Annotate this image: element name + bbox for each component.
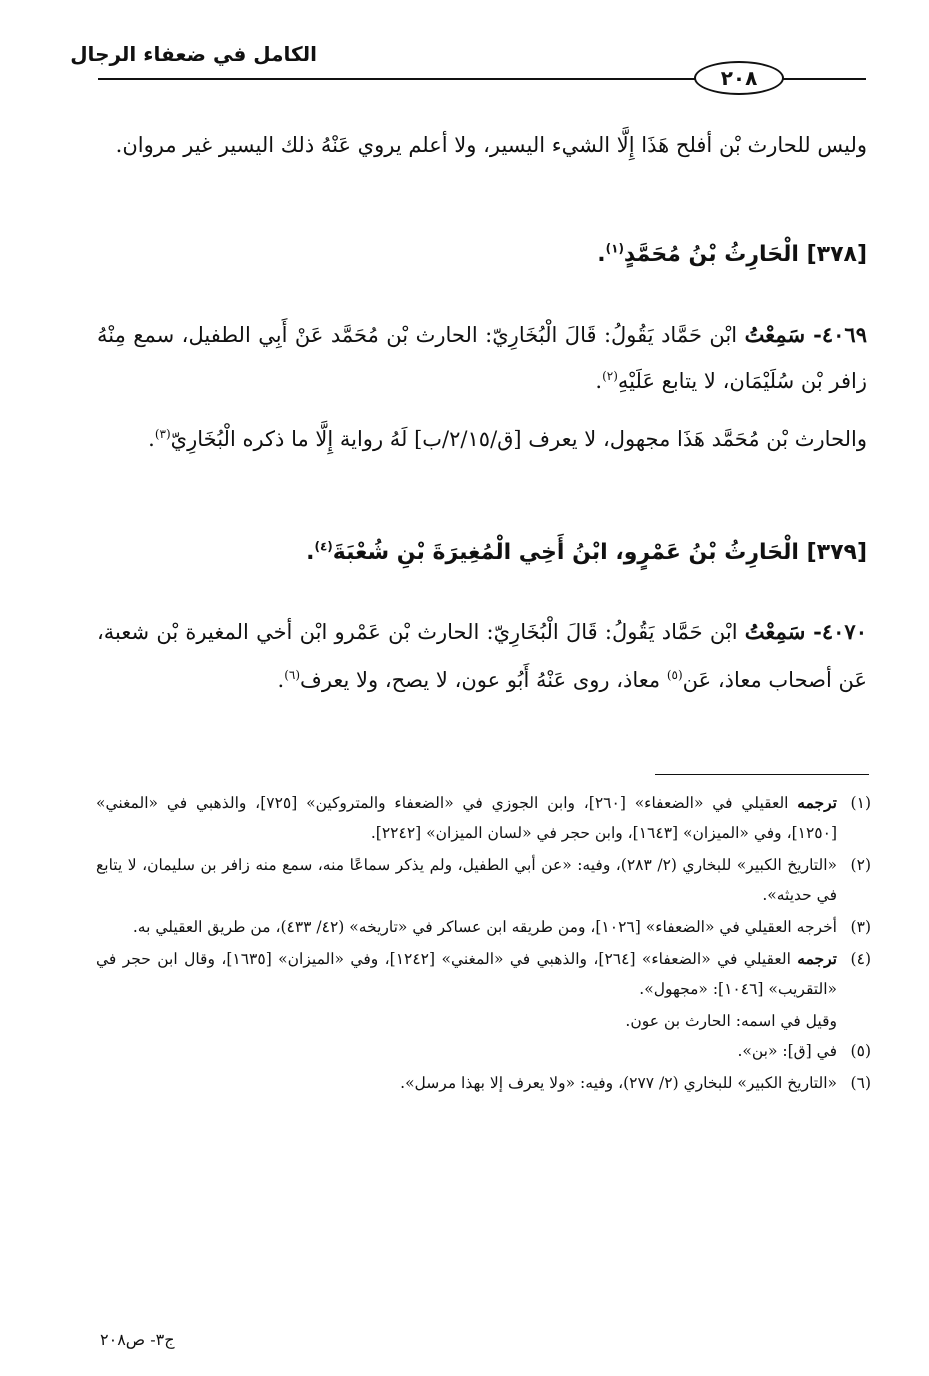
- footnote-mark: (٣): [850, 918, 871, 936]
- narration-number: ٤٠٧٠- سَمِعْتُ: [744, 619, 867, 644]
- footnote-continuation: وقيل في اسمه: الحارث بن عون.: [625, 1012, 837, 1030]
- footnote-body: [96, 1068, 837, 1098]
- footnote-item: [96, 788, 871, 848]
- footnote-ref: (١): [605, 241, 624, 256]
- footnote-ref: (٤): [314, 539, 333, 554]
- entry-heading-text: [٣٧٨] الْحَارِثُ بْنُ مُحَمَّدٍ: [623, 242, 867, 267]
- footnote-lead: ترجمه: [797, 793, 837, 812]
- footnote-mark: (٤): [850, 950, 871, 968]
- punctuation: .: [148, 427, 155, 451]
- narration-number: ٤٠٦٩- سَمِعْتُ: [744, 322, 867, 347]
- footnote-body: [96, 1036, 837, 1066]
- footnote-text: في [ق]: «بن».: [737, 1042, 837, 1060]
- footnote-text: «التاريخ الكبير» للبخاري (٢/ ٢٧٧)، وفيه: «ولا يعرف إلا بهذا مرسل».: [400, 1074, 837, 1092]
- footnote-mark: (٥): [850, 1042, 871, 1060]
- entry-heading-text: [٣٧٩] الْحَارِثُ بْنُ عَمْرٍو، ابْنُ أَخِي الْمُغِيرَةَ بْنِ شُعْبَةَ: [332, 540, 867, 565]
- footnote-body: [96, 944, 837, 1004]
- narration-text: ابْن حَمَّاد يَقُولُ: قَالَ الْبُخَارِيّ: الحارث بْن مُحَمَّد عَنْ أَبِي الطفيل، سمع مِنْهُ زافر بْن سُلَيْمَان، لا يتابع عَلَيْهِ: [97, 323, 867, 393]
- page-number-badge: ٢٠٨: [694, 61, 784, 95]
- running-header-title: الكامل في ضعفاء الرجال: [70, 42, 317, 66]
- footnote-item: [96, 944, 871, 1004]
- paragraph-intro: وليس للحارث بْن أفلح هَذَا إِلَّا الشيء اليسير، ولا أعلم يروي عَنْهُ ذلك اليسير غير مروان.: [115, 133, 867, 157]
- footnote-mark: (١): [850, 794, 871, 812]
- footnote-body: [96, 912, 837, 942]
- footnote-ref: (٥): [666, 668, 683, 682]
- footnotes-list: [96, 788, 871, 1100]
- footnote-ref: (٦): [284, 668, 301, 682]
- footnote-item: [96, 912, 871, 942]
- footnote-item: [96, 850, 871, 910]
- footnote-ref: (٢): [602, 369, 618, 383]
- entry-heading-378: [597, 242, 867, 267]
- footnote-item: [96, 1068, 871, 1098]
- footnote-mark: (٦): [850, 1074, 871, 1092]
- punctuation: .: [595, 369, 603, 393]
- narration-text: ابْن حَمَّاد يَقُولُ: قَالَ الْبُخَارِيّ: الحارث بْن عَمْرو ابْن أخي المغيرة بْن شعبة، عَن أصحاب معاذ، عَن: [97, 620, 867, 692]
- footnote-ref: (٣): [154, 427, 171, 441]
- narration-text: معاذ، روى عَنْهُ أَبُو عون، لا يصح، ولا يعرف: [300, 668, 661, 692]
- footnote-mark: (٢): [850, 856, 871, 874]
- punctuation: .: [597, 242, 606, 267]
- footnote-text: العقيلي في «الضعفاء» [٢٦٤]، والذهبي في «المغني» [١٢٤٢]، وفي «الميزان» [١٦٣٥]، وقال ابن حجر في «التقريب» [١٠٤٦]: «مجهول».: [96, 950, 837, 998]
- entry-heading-379: [306, 540, 867, 565]
- footnote-separator: [655, 774, 869, 775]
- footnote-item: [96, 1036, 871, 1066]
- footnote-text: أخرجه العقيلي في «الضعفاء» [١٠٢٦]، ومن طريقه ابن عساكر في «تاريخه» (٤٢/ ٤٣٣)، من طريق العقيلي به.: [132, 918, 837, 936]
- comment-text: والحارث بْن مُحَمَّد هَذَا مجهول، لا يعرف [ق/٢/١٥/ب] لَهُ رواية إِلَّا ما ذكره الْبُخَارِيّ: [170, 427, 867, 451]
- punctuation: .: [306, 540, 315, 565]
- volume-page-reference: ج٣- ص٢٠٨: [100, 1330, 175, 1349]
- paragraph-4069: [97, 312, 867, 404]
- paragraph-comment: [97, 416, 867, 462]
- paragraph-4070: [97, 608, 867, 704]
- footnote-lead: ترجمه: [797, 949, 837, 968]
- footnote-text: «التاريخ الكبير» للبخاري (٢/ ٢٨٣)، وفيه: «عن أبي الطفيل، ولم يذكر سماعًا منه، سمع منه زافر بن سليمان، لا يتابع في حديثه».: [96, 856, 837, 904]
- footnote-text: العقيلي في «الضعفاء» [٢٦٠]، وابن الجوزي في «الضعفاء والمتروكين» [٧٢٥]، والذهبي في «المغني» [١٢٥٠]، وفي «الميزان» [١٦٤٣]، وابن حجر في «لسان الميزان» [٢٢٤٢].: [96, 794, 837, 842]
- footnote-body: [96, 850, 837, 910]
- footnote-body: [96, 788, 837, 848]
- punctuation: .: [277, 668, 285, 692]
